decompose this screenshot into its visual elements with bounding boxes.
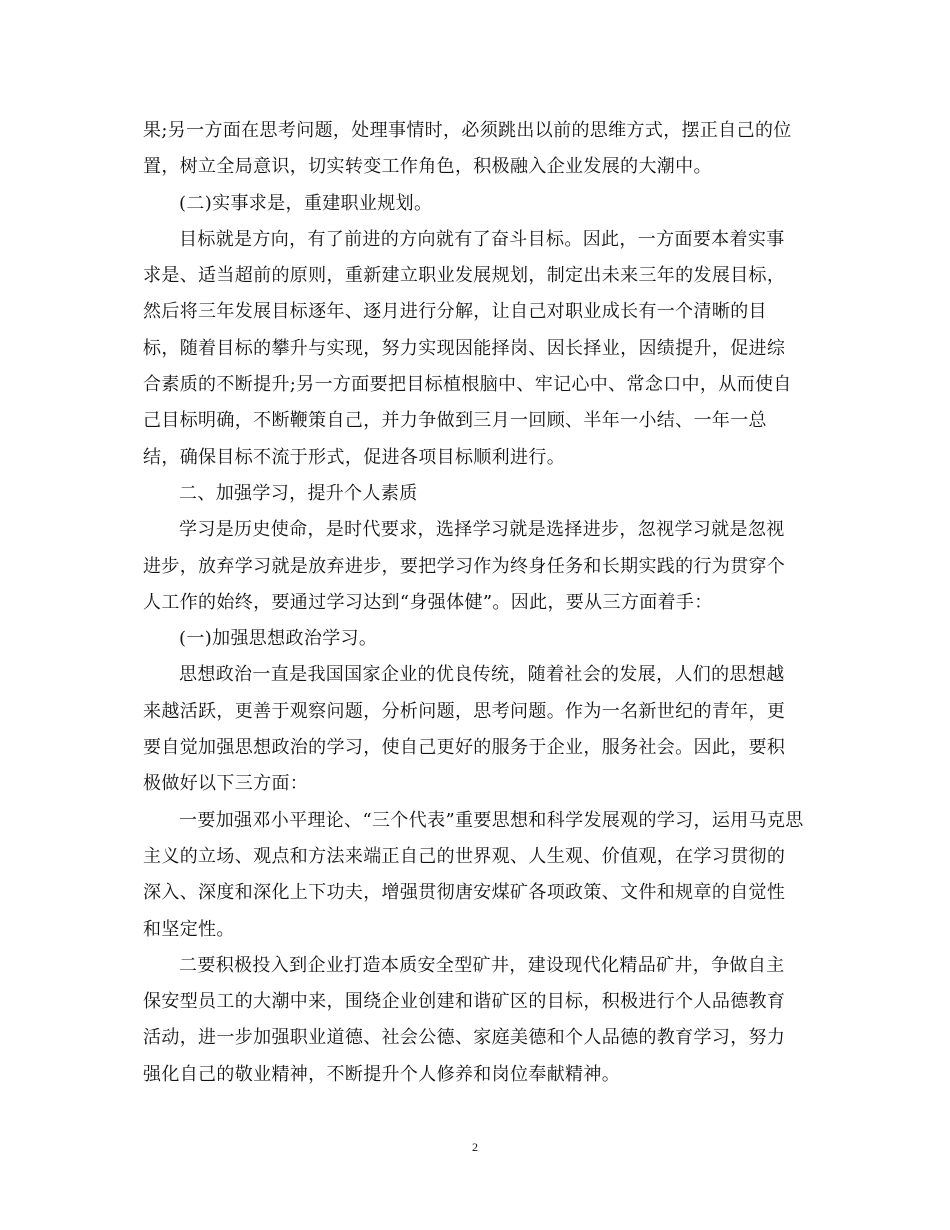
text-line: 要自觉加强思想政治的学习，使自己更好的服务于企业，服务社会。因此，要积 [143, 737, 786, 759]
text-line: 强化自己的敬业精神，不断提升个人修养和岗位奉献精神。 [143, 1063, 621, 1085]
text-line: 标，随着目标的攀升与实现，努力实现因能择岗、因长择业，因绩提升，促进综 [143, 337, 786, 359]
text-line: 活动，进一步加强职业道德、社会公德、家庭美德和个人品德的教育学习，努力 [143, 1027, 786, 1049]
text-line: 己目标明确，不断鞭策自己，并力争做到三月一回顾、半年一小结、一年一总 [143, 410, 767, 432]
text-line: 合素质的不断提升;另一方面要把目标植根脑中、牢记心中、常念口中，从而使自 [143, 374, 792, 396]
text-line: 和坚定性。 [143, 918, 235, 940]
paragraph-start: 思想政治一直是我国国家企业的优良传统，随着社会的发展，人们的思想越 [179, 664, 785, 686]
text-line: 进步，放弃学习就是放弃进步，要把学习作为终身任务和长期实践的行为贯穿个 [143, 555, 786, 577]
text-line: 结，确保目标不流于形式，促进各项目标顺利进行。 [143, 446, 566, 468]
text-line: 人工作的始终，要通过学习达到“身强体健”。因此，要从三方面着手： [143, 591, 713, 613]
text-line: 主义的立场、观点和方法来端正自己的世界观、人生观、价值观，在学习贯彻的 [143, 845, 786, 867]
text-line: 置，树立全局意识，切实转变工作角色，积极融入企业发展的大潮中。 [143, 156, 712, 178]
section-heading: (二)实事求是，重建职业规划。 [179, 192, 433, 214]
page-number: 2 [472, 1140, 478, 1154]
document-body [143, 113, 811, 1093]
text-line: 果;另一方面在思考问题，处理事情时，必须跳出以前的思维方式，摆正自己的位 [143, 120, 792, 141]
text-line: 深入、深度和深化上下功夫，增强贯彻唐安煤矿各项政策、文件和规章的自觉性 [143, 882, 786, 904]
paragraph-start: 学习是历史使命，是时代要求，选择学习就是选择进步，忽视学习就是忽视 [179, 519, 785, 541]
text-line: 保安型员工的大潮中来，围绕企业创建和谐矿区的目标，积极进行个人品德教育 [143, 991, 786, 1013]
paragraph-start: 一要加强邓小平理论、“三个代表”重要思想和科学发展观的学习，运用马克思 [179, 809, 804, 831]
paragraph-start: 目标就是方向，有了前进的方向就有了奋斗目标。因此，一方面要本着实事 [179, 228, 785, 250]
text-line: 求是、适当超前的原则，重新建立职业发展规划，制定出未来三年的发展目标， [143, 265, 786, 287]
text-line: 然后将三年发展目标逐年、逐月进行分解，让自己对职业成长有一个清晰的目 [143, 301, 767, 323]
paragraph-start: 二要积极投入到企业打造本质安全型矿井，建设现代化精品矿井，争做自主 [179, 954, 785, 976]
text-line: 极做好以下三方面： [143, 773, 309, 795]
text-line: 来越活跃，更善于观察问题，分析问题，思考问题。作为一名新世纪的青年，更 [143, 700, 786, 722]
section-heading: (一)加强思想政治学习。 [179, 628, 378, 650]
section-heading: 二、加强学习，提升个人素质 [179, 482, 418, 504]
